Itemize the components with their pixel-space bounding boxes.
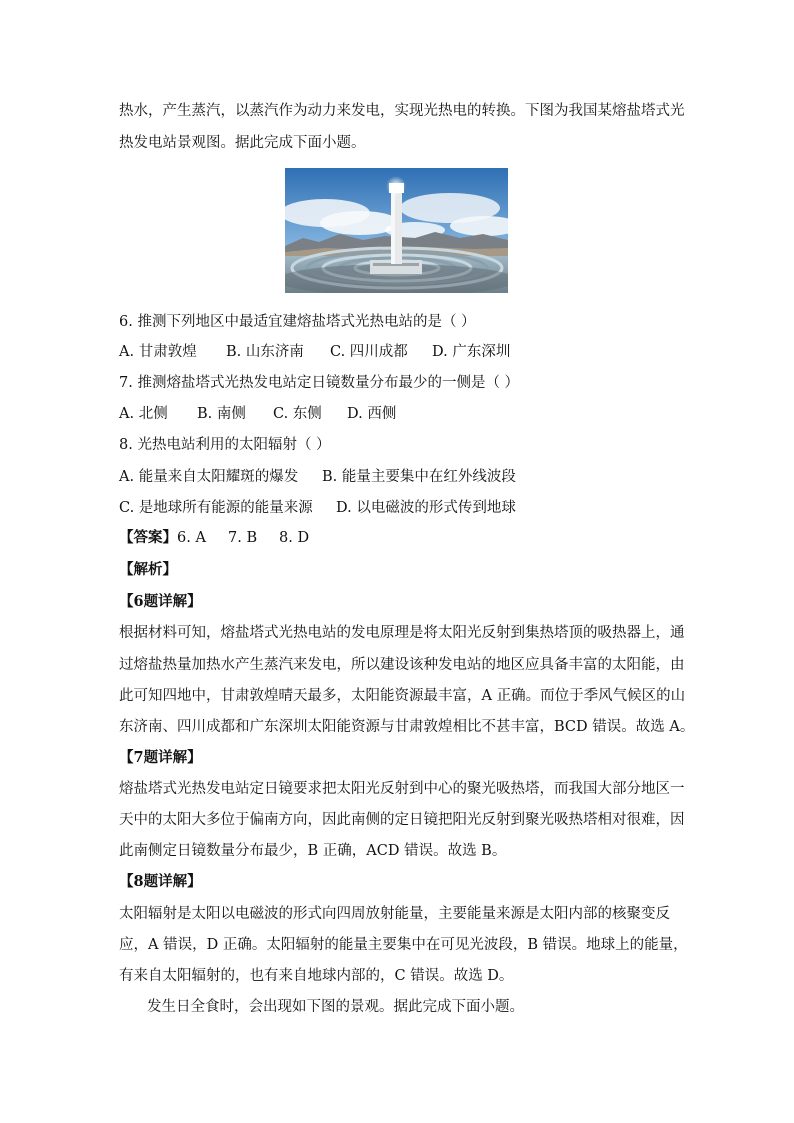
detail-7-line-2: 天中的太阳大多位于偏南方向，因此南侧的定日镜把阳光反射到聚光吸热塔相对很难，因 [119,812,685,828]
detail-6-line-3: 此可知四地中，甘肃敦煌晴天最多，太阳能资源最丰富，A 正确。而位于季风气候区的山 [119,688,686,704]
q8-option-b: B. 能量主要集中在红外线波段 [322,469,516,485]
detail-6-line-4: 东济南、四川成都和广东深圳太阳能资源与甘肃敦煌相比不甚丰富，BCD 错误。故选 A。 [119,719,695,735]
q6-stem: 6. 推测下列地区中最适宜建熔盐塔式光热电站的是（ ） [119,314,476,330]
q7-option-d: D. 西侧 [347,406,397,422]
q6-option-a: A. 甘肃敦煌 [119,344,197,360]
q7-stem: 7. 推测熔盐塔式光热发电站定日镜数量分布最少的一侧是（ ） [119,375,520,391]
solar-tower-photo [285,168,508,293]
q7-option-c: C. 东侧 [273,406,322,422]
q6-option-b: B. 山东济南 [226,344,304,360]
detail-7-line-3: 此南侧定日镜数量分布最少，B 正确，ACD 错误。故选 B。 [119,843,507,859]
q8-option-c: C. 是地球所有能源的能量来源 [119,500,313,516]
answer-7: 7. B [228,530,258,546]
q8-option-a: A. 能量来自太阳耀斑的爆发 [119,469,299,485]
intro-line-2: 热发电站景观图。据此完成下面小题。 [119,135,366,151]
q7-option-a: A. 北侧 [119,406,168,422]
detail-6-line-1: 根据材料可知，熔盐塔式光热电站的发电原理是将太阳光反射到集热塔顶的吸热器上，通 [119,625,685,641]
detail-8-line-2: 应，A 错误，D 正确。太阳辐射的能量主要集中在可见光波段，B 错误。地球上的能量， [119,937,688,953]
detail-7-line-1: 熔盐塔式光热发电站定日镜要求把太阳光反射到中心的聚光吸热塔，而我国大部分地区一 [119,781,685,797]
detail-8-title: 【8题详解】 [119,873,202,890]
q6-option-c: C. 四川成都 [330,344,408,360]
next-intro: 发生日全食时，会出现如下图的景观。据此完成下面小题。 [147,999,524,1015]
q8-stem: 8. 光热电站利用的太阳辐射（ ） [119,437,331,453]
q6-option-d: D. 广东深圳 [432,344,511,360]
detail-7-title: 【7题详解】 [119,749,202,766]
q8-option-d: D. 以电磁波的形式传到地球 [336,500,516,516]
detail-6-line-2: 过熔盐热量加热水产生蒸汽来发电，所以建设该种发电站的地区应具备丰富的太阳能，由 [119,657,685,673]
answer-label: 【答案】 [119,529,177,546]
answer-6: 6. A [177,530,206,546]
detail-6-title: 【6题详解】 [119,593,202,610]
q7-option-b: B. 南侧 [197,406,246,422]
detail-8-line-3: 有来自太阳辐射的，也有来自地球内部的，C 错误。故选 D。 [119,968,514,984]
analysis-label: 【解析】 [119,561,177,578]
answer-8: 8. D [279,530,310,546]
detail-8-line-1: 太阳辐射是太阳以电磁波的形式向四周放射能量，主要能量来源是太阳内部的核聚变反 [119,906,670,922]
intro-line-1: 热水，产生蒸汽，以蒸汽作为动力来发电，实现光热电的转换。下图为我国某熔盐塔式光 [119,103,685,119]
